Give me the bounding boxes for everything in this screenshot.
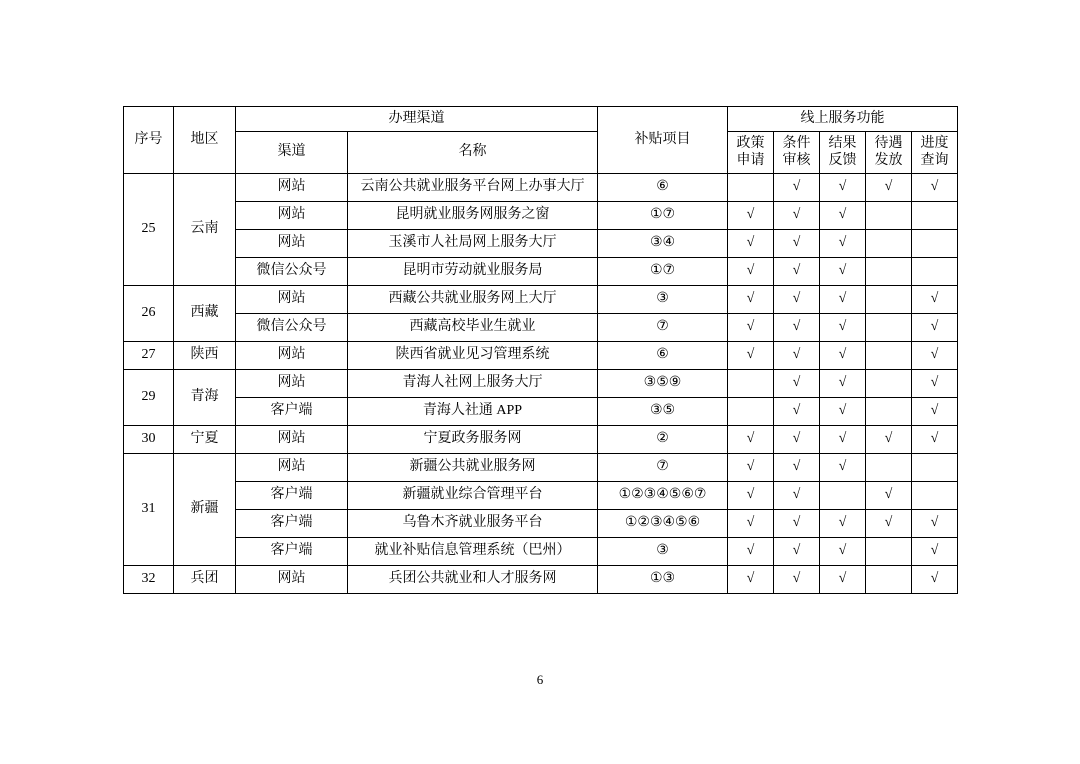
header-progress-query-line1: 进度 <box>920 135 949 151</box>
header-condition-review-line1: 条件 <box>782 135 811 151</box>
cell-result-feedback: √ <box>820 173 866 201</box>
cell-region: 陕西 <box>174 341 236 369</box>
cell-subsidy-item: ①⑦ <box>598 257 728 285</box>
cell-condition-review: √ <box>774 425 820 453</box>
cell-service-name: 乌鲁木齐就业服务平台 <box>348 509 598 537</box>
header-policy-application <box>728 131 774 173</box>
cell-policy-application: √ <box>728 257 774 285</box>
cell-subsidy-item: ①③ <box>598 565 728 593</box>
cell-subsidy-item: ⑥ <box>598 173 728 201</box>
cell-benefit-payment: √ <box>866 425 912 453</box>
cell-progress-query: √ <box>912 313 958 341</box>
cell-policy-application: √ <box>728 341 774 369</box>
header-policy-application-line2: 申请 <box>736 153 765 168</box>
cell-channel: 网站 <box>236 369 348 397</box>
cell-region: 宁夏 <box>174 425 236 453</box>
cell-subsidy-item: ①②③④⑤⑥ <box>598 509 728 537</box>
table-body <box>124 173 958 593</box>
cell-benefit-payment <box>866 453 912 481</box>
cell-policy-application <box>728 173 774 201</box>
cell-channel: 微信公众号 <box>236 257 348 285</box>
cell-region: 兵团 <box>174 565 236 593</box>
cell-seq: 29 <box>124 369 174 425</box>
cell-condition-review: √ <box>774 397 820 425</box>
header-online-service-group: 线上服务功能 <box>728 107 958 132</box>
cell-service-name: 西藏高校毕业生就业 <box>348 313 598 341</box>
cell-seq: 32 <box>124 565 174 593</box>
cell-service-name: 青海人社通 APP <box>348 397 598 425</box>
cell-condition-review: √ <box>774 285 820 313</box>
cell-subsidy-item: ③⑤ <box>598 397 728 425</box>
table-row <box>124 481 958 509</box>
cell-condition-review: √ <box>774 313 820 341</box>
cell-service-name: 新疆就业综合管理平台 <box>348 481 598 509</box>
cell-service-name: 陕西省就业见习管理系统 <box>348 341 598 369</box>
cell-channel: 网站 <box>236 565 348 593</box>
header-result-feedback-line2: 反馈 <box>828 153 857 168</box>
cell-benefit-payment <box>866 397 912 425</box>
cell-result-feedback: √ <box>820 537 866 565</box>
cell-region: 云南 <box>174 173 236 285</box>
header-channel: 渠道 <box>236 131 348 173</box>
cell-benefit-payment <box>866 313 912 341</box>
cell-policy-application: √ <box>728 509 774 537</box>
cell-benefit-payment <box>866 565 912 593</box>
cell-channel: 网站 <box>236 425 348 453</box>
cell-channel: 客户端 <box>236 481 348 509</box>
cell-service-name: 昆明就业服务网服务之窗 <box>348 201 598 229</box>
cell-channel: 网站 <box>236 453 348 481</box>
cell-policy-application: √ <box>728 565 774 593</box>
cell-subsidy-item: ⑦ <box>598 453 728 481</box>
cell-result-feedback: √ <box>820 341 866 369</box>
table-header <box>124 107 958 174</box>
cell-region: 新疆 <box>174 453 236 565</box>
cell-result-feedback: √ <box>820 509 866 537</box>
header-channel-group: 办理渠道 <box>236 107 598 132</box>
cell-result-feedback <box>820 481 866 509</box>
cell-result-feedback: √ <box>820 285 866 313</box>
cell-seq: 26 <box>124 285 174 341</box>
cell-condition-review: √ <box>774 565 820 593</box>
cell-channel: 微信公众号 <box>236 313 348 341</box>
table-row <box>124 285 958 313</box>
cell-condition-review: √ <box>774 509 820 537</box>
cell-progress-query: √ <box>912 173 958 201</box>
cell-policy-application <box>728 397 774 425</box>
cell-result-feedback: √ <box>820 453 866 481</box>
cell-policy-application: √ <box>728 285 774 313</box>
cell-subsidy-item: ①⑦ <box>598 201 728 229</box>
cell-channel: 网站 <box>236 229 348 257</box>
cell-subsidy-item: ③ <box>598 285 728 313</box>
cell-channel: 网站 <box>236 285 348 313</box>
cell-progress-query <box>912 257 958 285</box>
header-condition-review-line2: 审核 <box>782 153 811 168</box>
table-row <box>124 397 958 425</box>
cell-channel: 客户端 <box>236 509 348 537</box>
cell-progress-query <box>912 481 958 509</box>
cell-channel: 客户端 <box>236 537 348 565</box>
cell-result-feedback: √ <box>820 425 866 453</box>
header-result-feedback <box>820 131 866 173</box>
cell-policy-application: √ <box>728 313 774 341</box>
header-result-feedback-line1: 结果 <box>828 135 857 151</box>
header-row-1 <box>124 107 958 132</box>
cell-subsidy-item: ①②③④⑤⑥⑦ <box>598 481 728 509</box>
table-row <box>124 257 958 285</box>
table-row <box>124 425 958 453</box>
cell-subsidy-item: ③ <box>598 537 728 565</box>
cell-progress-query <box>912 201 958 229</box>
table-row <box>124 509 958 537</box>
cell-result-feedback: √ <box>820 313 866 341</box>
cell-progress-query: √ <box>912 509 958 537</box>
cell-result-feedback: √ <box>820 565 866 593</box>
cell-service-name: 西藏公共就业服务网上大厅 <box>348 285 598 313</box>
header-subsidy-item: 补贴项目 <box>598 107 728 174</box>
cell-service-name: 就业补贴信息管理系统（巴州） <box>348 537 598 565</box>
cell-benefit-payment <box>866 201 912 229</box>
header-benefit-payment-line2: 发放 <box>874 153 903 168</box>
header-condition-review <box>774 131 820 173</box>
cell-subsidy-item: ② <box>598 425 728 453</box>
cell-subsidy-item: ③④ <box>598 229 728 257</box>
cell-result-feedback: √ <box>820 369 866 397</box>
cell-progress-query <box>912 453 958 481</box>
table-row <box>124 537 958 565</box>
cell-service-name: 昆明市劳动就业服务局 <box>348 257 598 285</box>
header-row-2 <box>124 131 958 173</box>
cell-service-name: 玉溪市人社局网上服务大厅 <box>348 229 598 257</box>
header-policy-application-line1: 政策 <box>736 135 765 151</box>
cell-policy-application: √ <box>728 481 774 509</box>
cell-policy-application: √ <box>728 201 774 229</box>
cell-service-name: 青海人社网上服务大厅 <box>348 369 598 397</box>
cell-policy-application: √ <box>728 229 774 257</box>
cell-service-name: 新疆公共就业服务网 <box>348 453 598 481</box>
cell-progress-query: √ <box>912 341 958 369</box>
cell-service-name: 云南公共就业服务平台网上办事大厅 <box>348 173 598 201</box>
cell-service-name: 宁夏政务服务网 <box>348 425 598 453</box>
header-seq: 序号 <box>124 107 174 174</box>
cell-progress-query: √ <box>912 565 958 593</box>
cell-benefit-payment: √ <box>866 481 912 509</box>
cell-benefit-payment: √ <box>866 173 912 201</box>
cell-condition-review: √ <box>774 257 820 285</box>
cell-benefit-payment <box>866 229 912 257</box>
page-number: 6 <box>536 672 544 687</box>
cell-progress-query: √ <box>912 285 958 313</box>
cell-subsidy-item: ⑥ <box>598 341 728 369</box>
cell-channel: 网站 <box>236 341 348 369</box>
cell-channel: 客户端 <box>236 397 348 425</box>
table-row <box>124 201 958 229</box>
cell-policy-application: √ <box>728 425 774 453</box>
table-row <box>124 565 958 593</box>
cell-subsidy-item: ⑦ <box>598 313 728 341</box>
service-channel-table <box>123 106 958 594</box>
cell-policy-application: √ <box>728 537 774 565</box>
cell-subsidy-item: ③⑤⑨ <box>598 369 728 397</box>
cell-benefit-payment <box>866 369 912 397</box>
cell-benefit-payment <box>866 537 912 565</box>
cell-condition-review: √ <box>774 341 820 369</box>
cell-benefit-payment <box>866 257 912 285</box>
cell-condition-review: √ <box>774 229 820 257</box>
cell-progress-query: √ <box>912 397 958 425</box>
cell-benefit-payment: √ <box>866 509 912 537</box>
cell-region: 青海 <box>174 369 236 425</box>
cell-region: 西藏 <box>174 285 236 341</box>
table-row <box>124 369 958 397</box>
cell-seq: 30 <box>124 425 174 453</box>
service-channel-table-container <box>123 106 957 594</box>
header-benefit-payment-line1: 待遇 <box>874 135 903 151</box>
cell-condition-review: √ <box>774 453 820 481</box>
cell-channel: 网站 <box>236 173 348 201</box>
cell-channel: 网站 <box>236 201 348 229</box>
cell-condition-review: √ <box>774 173 820 201</box>
cell-benefit-payment <box>866 341 912 369</box>
table-row <box>124 229 958 257</box>
cell-seq: 25 <box>124 173 174 285</box>
header-region: 地区 <box>174 107 236 174</box>
cell-result-feedback: √ <box>820 257 866 285</box>
cell-seq: 27 <box>124 341 174 369</box>
cell-policy-application <box>728 369 774 397</box>
cell-progress-query: √ <box>912 369 958 397</box>
table-row <box>124 341 958 369</box>
cell-progress-query: √ <box>912 537 958 565</box>
cell-condition-review: √ <box>774 369 820 397</box>
cell-result-feedback: √ <box>820 201 866 229</box>
table-row <box>124 313 958 341</box>
cell-condition-review: √ <box>774 537 820 565</box>
cell-result-feedback: √ <box>820 229 866 257</box>
header-benefit-payment <box>866 131 912 173</box>
header-progress-query <box>912 131 958 173</box>
table-row <box>124 173 958 201</box>
cell-benefit-payment <box>866 285 912 313</box>
cell-condition-review: √ <box>774 481 820 509</box>
header-name: 名称 <box>348 131 598 173</box>
table-row <box>124 453 958 481</box>
cell-policy-application: √ <box>728 453 774 481</box>
header-progress-query-line2: 查询 <box>920 153 949 168</box>
cell-progress-query <box>912 229 958 257</box>
cell-result-feedback: √ <box>820 397 866 425</box>
cell-progress-query: √ <box>912 425 958 453</box>
cell-service-name: 兵团公共就业和人才服务网 <box>348 565 598 593</box>
cell-seq: 31 <box>124 453 174 565</box>
cell-condition-review: √ <box>774 201 820 229</box>
